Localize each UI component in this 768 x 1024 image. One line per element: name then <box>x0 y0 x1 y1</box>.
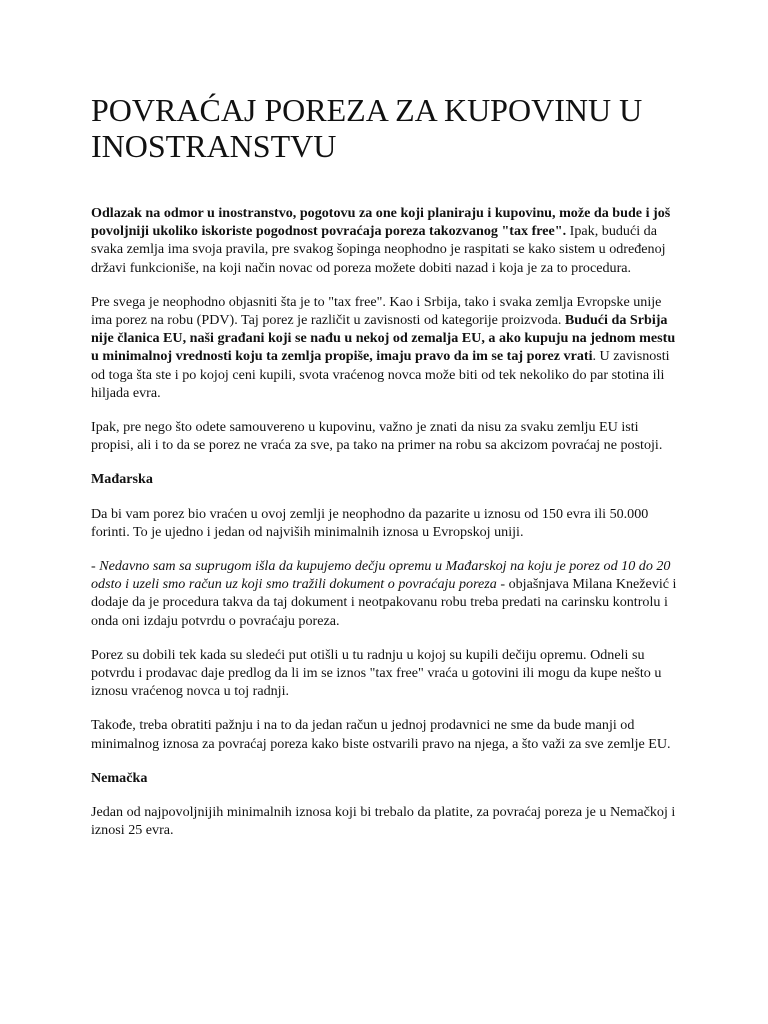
section-heading-germany: Nemačka <box>91 769 148 786</box>
document-title: POVRAĆAJ POREZA ZA KUPOVINU U INOSTRANSTVU <box>91 92 643 164</box>
document-body <box>91 204 681 839</box>
intro-paragraph <box>91 204 681 277</box>
quote-rest: - objašnjava Milana Knežević i dodaje da je procedura takva da taj dokument i neotpakovanu robu treba predati na carinsku kontrolu i onda oni izdaju potvrdu o povraćaju poreza. <box>91 576 677 629</box>
hungary-minimum-paragraph: Da bi vam porez bio vraćen u ovoj zemlji je neophodno da pazarite u iznosu od 150 evra ili 50.000 forinti. To je ujedno i jedan od najviših minimalnih iznosa u Evropskoj uniji. <box>91 505 649 540</box>
quote-italic: - Nedavno sam sa suprugom išla da kupujemo dečju opremu u Mađarskoj na koju je porez od 10 do 20 odsto i uzeli smo račun uz koji smo tražili dokument o povraćaju poreza <box>91 558 671 593</box>
intro-lead: Odlazak na odmor u inostranstvo, pogotovu za one koji planiraju i kupovinu, može da bude i još povoljniji ukoliko iskoriste pogodnost povraćaja poreza takozvanog "tax free". <box>91 205 671 240</box>
intro-rest: Ipak, budući da svaka zemlja ima svoja pravila, pre svakog šopinga neophodno je raspitati se kako sistem u određenoj državi funkcioniše, na koji način novac od poreza možete dobiti nazad i koja je za to procedura. <box>91 223 666 276</box>
quote-paragraph <box>91 557 681 630</box>
germany-minimum-paragraph: Jedan od najpovoljnijih minimalnih iznosa koji bi trebalo da platite, za povraćaj poreza je u Nemačkoj i iznosi 25 evra. <box>91 804 676 839</box>
section-heading-hungary: Mađarska <box>91 471 153 488</box>
tax-free-start: Pre svega je neophodno objasniti šta je to "tax free". Kao i Srbija, tako i svaka zemlja Evropske unije ima porez na robu (PDV). Taj porez je različit u zavisnosti od kategorije proizvoda. <box>91 293 662 329</box>
document-page <box>91 92 681 855</box>
tax-free-bold: Budući da Srbija nije članica EU, naši građani koji se nađu u nekoj od zemalja EU, a ako kupuju na jednom mestu u minimalnoj vrednosti koju ta zemlja propiše, imaju pravo da im se taj porez vrati <box>91 312 676 365</box>
tax-free-paragraph <box>91 293 681 402</box>
tax-free-end: . U zavisnosti od toga šta ste i po kojoj ceni kupili, svota vraćenog novca može biti od tek nekoliko do par stotina ili hiljada evra. <box>91 348 670 401</box>
refund-paragraph: Porez su dobili tek kada su sledeći put otišli u tu radnju u kojoj su kupili dečiju opremu. Odneli su potvrdu i prodavac daje predlog da li im se iznos "tax free" vraća u gotovini ili mogu da kupe nešto u iznosu vraćenog novca u toj radnji. <box>91 646 662 700</box>
receipt-paragraph: Takođe, treba obratiti pažnju i na to da jedan račun u jednoj prodavnici ne sme da bude manji od minimalnog iznosa za povraćaj poreza kako biste ostvarili pravo na njega, a što važi za sve zemlje EU. <box>91 717 671 752</box>
eu-rules-paragraph: Ipak, pre nego što odete samouvereno u kupovinu, važno je znati da nisu za svaku zemlju EU isti propisi, ali i to da se porez ne vraća za sve, pa tako na primer na robu sa akcizom povraćaj ne postoji. <box>91 419 663 454</box>
